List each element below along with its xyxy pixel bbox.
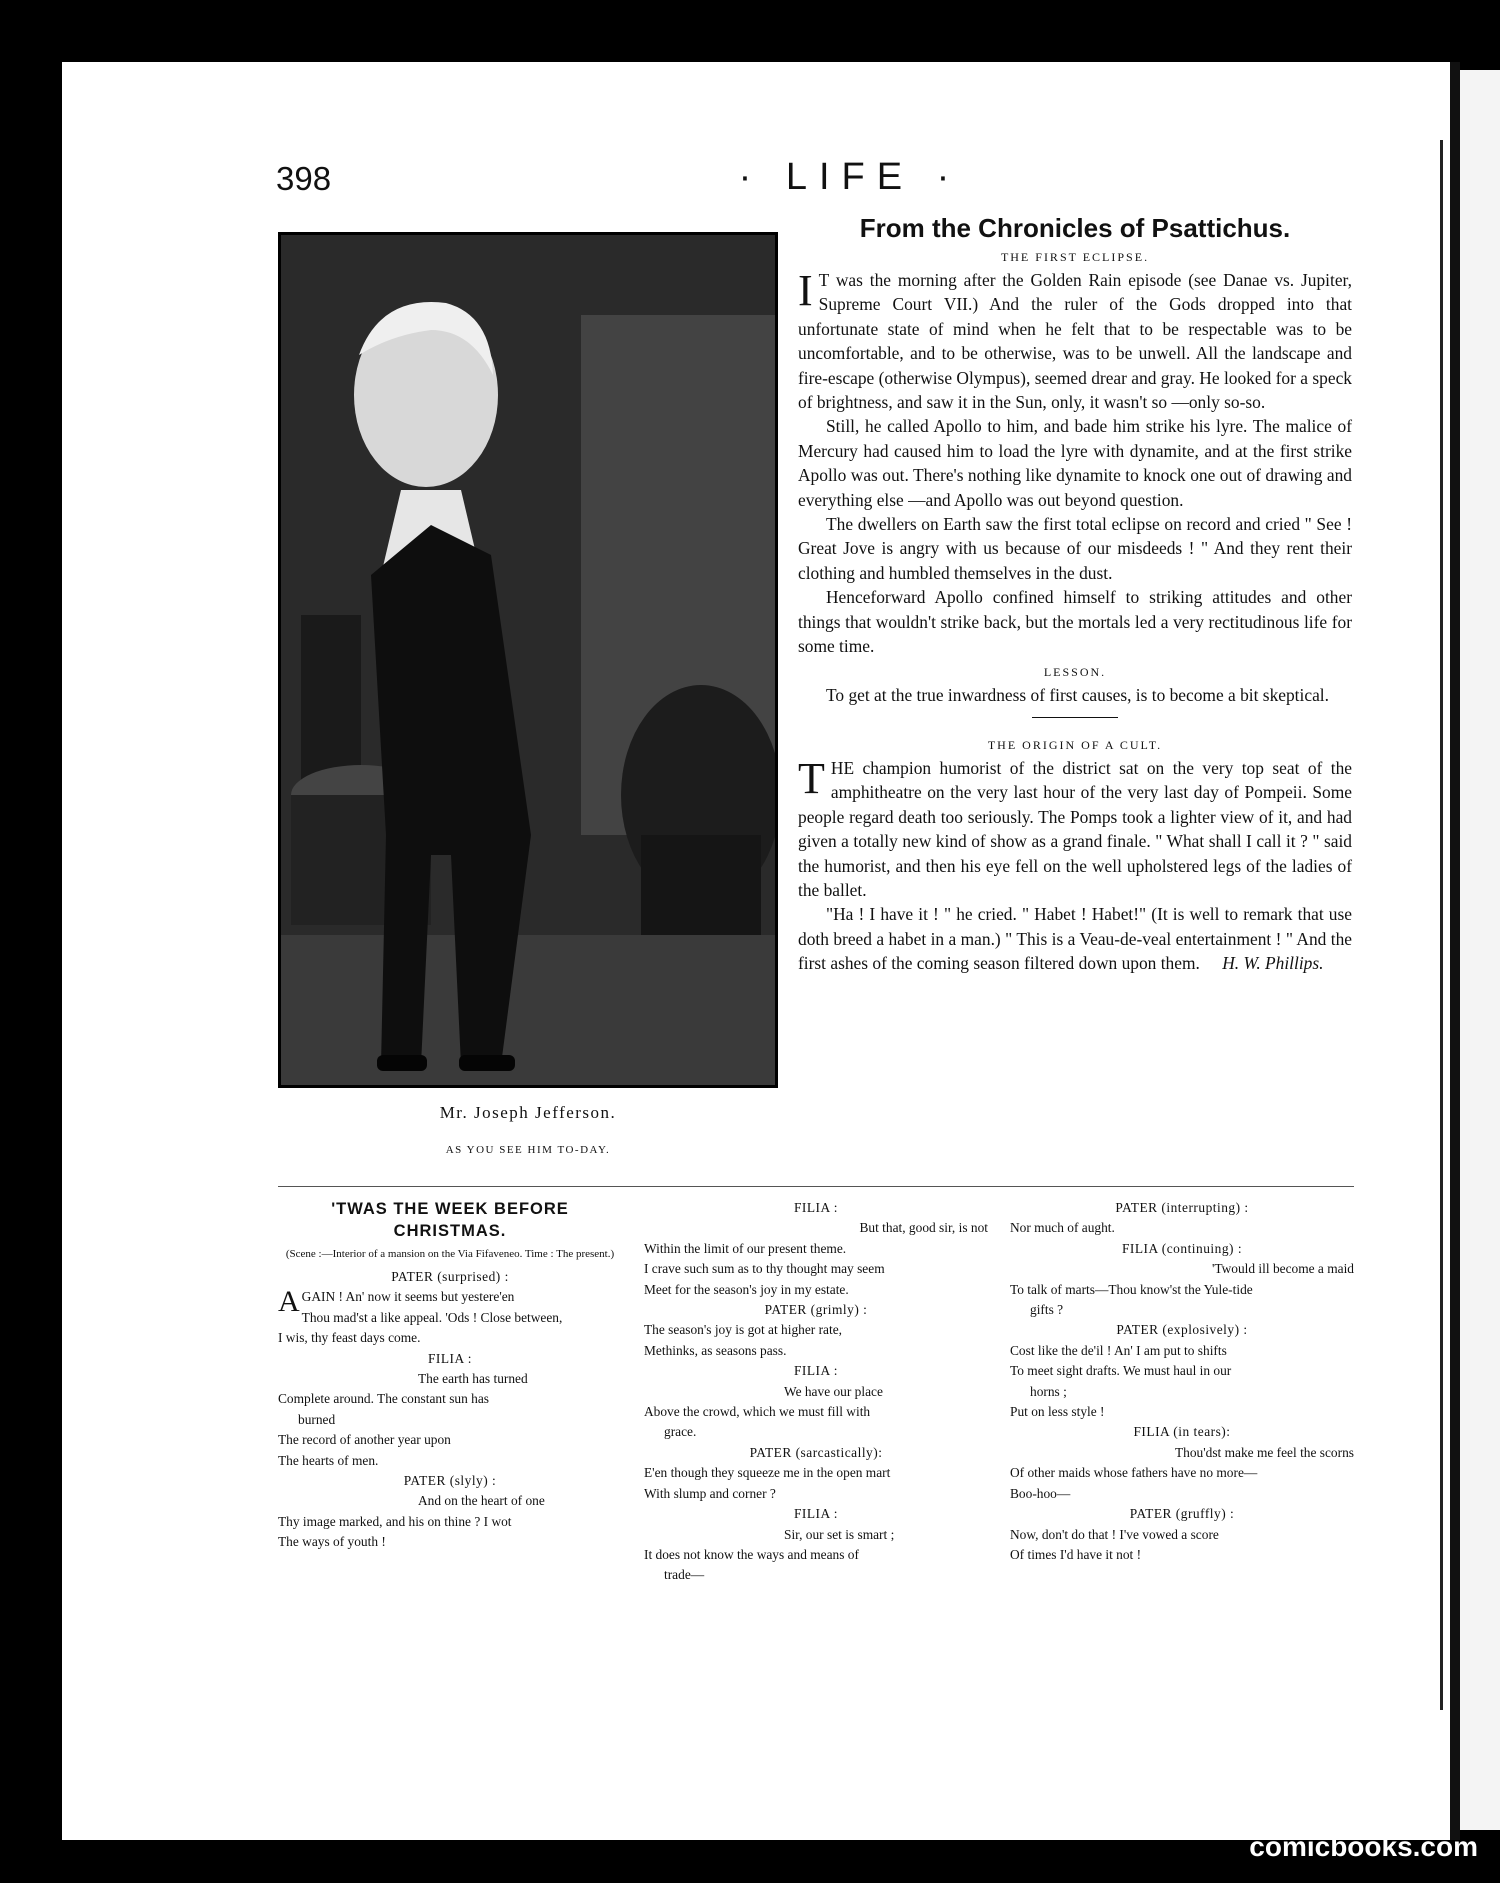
poem-line: Methinks, as seasons pass. — [644, 1342, 787, 1358]
speaker-label: FILIA (in tears): — [1133, 1424, 1231, 1440]
poem-line: Thou'dst make me feel the scorns — [1174, 1444, 1354, 1460]
poem-line: burned — [298, 1411, 336, 1427]
speaker-label: FILIA : — [793, 1363, 839, 1379]
poem-line: The earth has turned — [418, 1371, 528, 1387]
poem-line: Nor much of aught. — [1010, 1220, 1115, 1236]
speaker-label: FILIA : — [793, 1200, 839, 1215]
poem-line: Of other maids whose fathers have no more— — [1010, 1465, 1258, 1481]
speaker-label: PATER (gruffly) : — [1129, 1506, 1235, 1522]
speaker-label: PATER (slyly) : — [403, 1473, 497, 1489]
poem-line: With slump and corner ? — [644, 1485, 776, 1501]
article-title: From the Chronicles of Psattichus. — [859, 213, 1291, 243]
drop-cap: T — [798, 753, 825, 803]
speaker-label: PATER (interrupting) : — [1115, 1200, 1249, 1215]
poem-lines — [644, 1198, 988, 1586]
poem-line-text: GAIN ! An' now it seems but yestere'en — [301, 1289, 515, 1305]
watermark: comicbooks.com — [1249, 1831, 1478, 1862]
poem-line: gifts ? — [1030, 1302, 1064, 1318]
poem-line: Cost like the de'il ! An' I am put to shifts — [1010, 1342, 1227, 1358]
poem-line: Now, don't do that ! I've vowed a score — [1010, 1526, 1219, 1542]
poem-column-1 — [278, 1198, 622, 1553]
poem-line: Above the crowd, which we must fill with — [644, 1404, 871, 1420]
poem-line: And on the heart of one — [418, 1493, 545, 1509]
speaker-label: PATER (sarcastically): — [749, 1444, 883, 1460]
lesson-heading: LESSON. — [1043, 664, 1107, 679]
section-heading-eclipse: THE FIRST ECLIPSE. — [1000, 250, 1150, 264]
drop-cap: A — [278, 1285, 300, 1319]
speaker-label: PATER (grimly) : — [764, 1302, 868, 1318]
paragraph: THE champion humorist of the district sat on the very top seat of the amphitheatre on the very last hour of the very last day of Pompeii. Some people regard death too seriously. The Pomps took a lighter view of it, and had given a totally new kind of show as a grand finale. " What shall I call it ? " said the humorist, and then his eye fell on the well upholstered legs of the ladies of the ballet. — [798, 753, 1352, 900]
caricature-illustration — [281, 235, 775, 1085]
poem-line: I wis, thy feast days come. — [278, 1330, 421, 1346]
page-number: 398 — [276, 160, 332, 197]
poem-line: Sir, our set is smart ; — [784, 1526, 895, 1542]
poem-line: grace. — [664, 1424, 697, 1440]
speaker-label: FILIA : — [427, 1350, 473, 1366]
poem-line: The record of another year upon — [278, 1432, 451, 1448]
poem-line: The season's joy is got at higher rate, — [644, 1322, 843, 1338]
poem-line: It does not know the ways and means of — [644, 1546, 859, 1562]
photo-caption: Mr. Joseph Jefferson. — [439, 1103, 617, 1122]
section-divider — [1032, 717, 1118, 718]
poem-line: Within the limit of our present theme. — [644, 1240, 847, 1256]
poem-line: horns ; — [1030, 1383, 1067, 1399]
poem-lines — [278, 1267, 622, 1553]
poem-line: I crave such sum as to thy thought may seem — [644, 1261, 885, 1277]
poem-line: The hearts of men. — [278, 1452, 379, 1468]
paragraph: I T was the morning after the Golden Rain episode (see Danae vs. Jupiter, Supreme Court VII.) And the ruler of the Gods dropped into that unfortunate state of mind when he felt that to be respectable was to be uncomfortable, and to be otherwise, was to be unwell. All the landscape and fire-escape (otherwise Olympus), seemed drear and gray. He looked for a speck of brightness, and saw it in the Sun, only, it wasn't so —only so-so. — [798, 266, 1352, 413]
page-edge-line — [1440, 140, 1443, 1710]
poem-lines — [1010, 1198, 1354, 1565]
poem-line: Thou mad'st a like appeal. 'Ods ! Close between, — [301, 1309, 563, 1325]
drop-cap: I — [798, 266, 813, 315]
poem-line: Complete around. The constant sun has — [278, 1391, 489, 1407]
paragraph: "Ha ! I have it ! " he cried. " Habet ! Habet!" (It is well to remark that use doth breed a habet in a man.) " This is a Veau-de-veal entertainment ! " And the first ashes of the coming season filtered down upon them. H. W. Phillips. — [798, 904, 1352, 974]
book-spine — [1450, 62, 1460, 1840]
poem-line: Thy image marked, and his on thine ? I wot — [278, 1513, 512, 1529]
poem-line: To meet sight drafts. We must haul in our — [1010, 1363, 1232, 1379]
poem-line: 'Twould ill become a maid — [1211, 1261, 1354, 1277]
paragraph: Henceforward Apollo confined himself to striking attitudes and other things that wouldn't strike back, but the mortals led a very rectitudinous life for some time. — [798, 587, 1352, 657]
poem-title: 'TWAS THE WEEK BEFORE CHRISTMAS. — [331, 1200, 569, 1240]
speaker-label: PATER (surprised) : — [391, 1269, 509, 1284]
poem-line: To talk of marts—Thou know'st the Yule-tide — [1010, 1281, 1253, 1297]
paragraph: Still, he called Apollo to him, and bade him strike his lyre. The malice of Mercury had caused him to load the lyre with dynamite, and at the first strike Apollo was out. There's nothing like dynamite to knock one out of drawing and everything else —and Apollo was out beyond question. — [798, 416, 1352, 510]
poem-column-2 — [644, 1198, 988, 1586]
poem-line: But that, good sir, is not — [859, 1220, 988, 1236]
speaker-label: FILIA (continuing) : — [1121, 1240, 1243, 1256]
poem-line: We have our place — [784, 1383, 883, 1399]
poem-line: The ways of youth ! — [278, 1534, 386, 1550]
masthead: · LIFE · — [738, 156, 962, 198]
speaker-label: PATER (explosively) : — [1116, 1322, 1248, 1338]
poem-line: Meet for the season's joy in my estate. — [644, 1281, 849, 1297]
horizontal-divider — [278, 1186, 1354, 1187]
poem-line: E'en though they squeeze me in the open mart — [644, 1465, 891, 1481]
poem-scene-note: (Scene :—Interior of a mansion on the Via Fifaveneo. Time : The present.) — [285, 1248, 615, 1260]
section-heading-cult: THE ORIGIN OF A CULT. — [987, 737, 1163, 752]
poem-line: Boo-hoo— — [1010, 1485, 1071, 1501]
poem-line: trade— — [664, 1567, 705, 1583]
lesson-paragraph: To get at the true inwardness of first causes, is to become a bit skeptical. — [826, 684, 1329, 705]
paragraph: The dwellers on Earth saw the first total eclipse on record and cried " See ! Great Jove is angry with us because of our misdeeds ! " And they rent their clothing and humbled themselves in the dust. — [798, 514, 1352, 583]
article-column — [798, 212, 1352, 976]
poem-column-3 — [1010, 1198, 1354, 1565]
photo-subcaption: AS YOU SEE HIM TO-DAY. — [445, 1144, 611, 1156]
portrait-photo — [278, 232, 778, 1088]
poem-line: Put on less style ! — [1010, 1404, 1105, 1420]
poem-line: Of times I'd have it not ! — [1010, 1546, 1142, 1562]
speaker-label: FILIA : — [793, 1506, 839, 1522]
adjacent-page-edge — [1460, 70, 1500, 1830]
author-signature: H. W. Phillips. — [1222, 953, 1324, 974]
